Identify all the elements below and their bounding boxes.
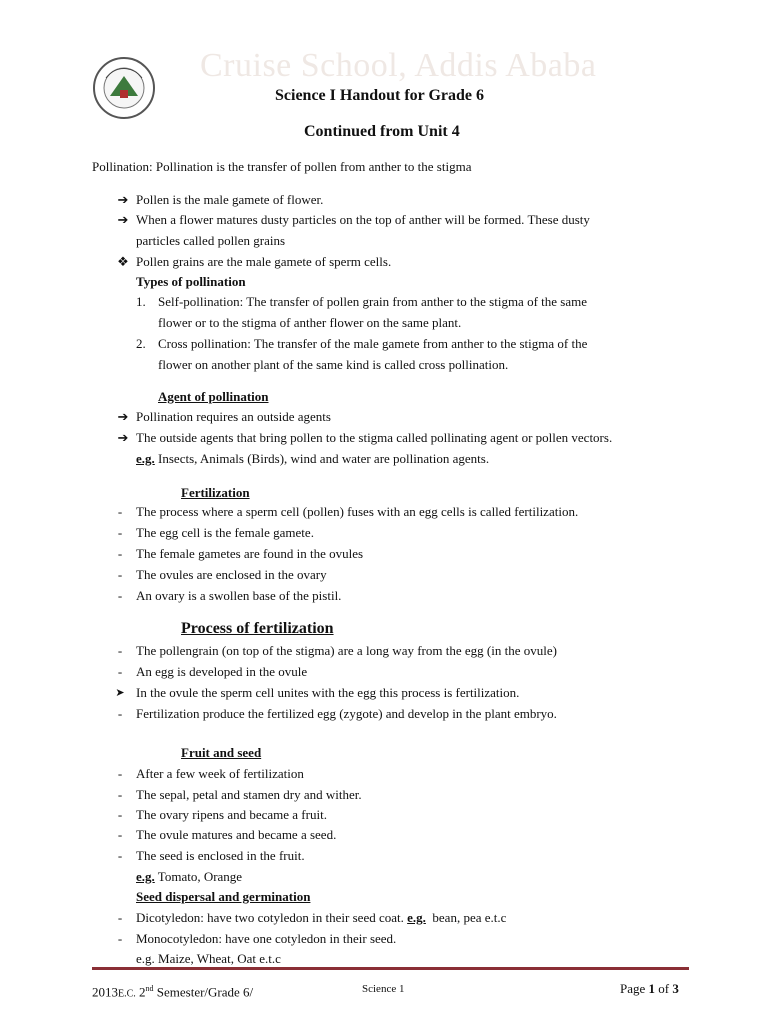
example-line [136, 449, 489, 469]
dash-bullet-icon: - [117, 910, 123, 925]
list-item: The ovules are enclosed in the ovary [136, 567, 327, 582]
dash-bullet-icon: - [117, 848, 123, 863]
fruit-heading: Fruit and seed [181, 745, 262, 760]
arrow-bullet-icon: ➔ [117, 430, 129, 445]
list-item: The pollengrain (on top of the stigma) are a long way from the egg (in the ovule) [136, 643, 557, 658]
footer-subject: Science 1 [362, 983, 405, 995]
dash-bullet-icon: - [117, 766, 123, 781]
example-text: Insects, Animals (Birds), wind and water are pollination agents. [154, 451, 490, 466]
list-item: When a flower matures dusty particles on the top of anther will be formed. These dusty [136, 212, 590, 227]
list-item: The ovule matures and became a seed. [136, 827, 337, 842]
school-name-watermark: Cruise School, Addis Ababa [200, 47, 597, 84]
list-item: The seed is enclosed in the fruit. [136, 848, 305, 863]
list-item: Self-pollination: The transfer of pollen grain from anther to the stigma of the same [158, 294, 587, 309]
footer-rule [92, 967, 689, 970]
list-item: Cross pollination: The transfer of the male gamete from anther to the stigma of the [158, 336, 588, 351]
example-label: e.g. [136, 451, 155, 466]
arrow-bullet-icon: ➔ [117, 212, 129, 227]
footer-ordinal: nd [145, 984, 154, 993]
example-label: e.g. [407, 910, 426, 925]
list-item [136, 908, 506, 928]
footer-era: E.C. [118, 988, 136, 1000]
footer-page-number [620, 980, 679, 998]
pollination-definition: Pollination: Pollination is the transfer of pollen from anther to the stigma [92, 159, 472, 174]
page-of: of [655, 981, 673, 996]
footer-semester-num: 2 [135, 984, 146, 1000]
fertilization-heading: Fertilization [181, 485, 250, 500]
footer-semester [92, 980, 253, 1003]
list-item: After a few week of fertilization [136, 766, 304, 781]
list-item-continued: flower or to the stigma of anther flower on the same plant. [158, 315, 462, 330]
dicot-text: Dicotyledon: have two cotyledon in their seed coat. [136, 910, 408, 925]
dash-bullet-icon: - [117, 827, 123, 842]
unit-subtitle: Continued from Unit 4 [304, 123, 460, 140]
agent-heading: Agent of pollination [158, 389, 269, 404]
list-number: 2. [136, 336, 146, 351]
example-text: bean, pea e.t.c [425, 910, 507, 925]
types-heading: Types of pollination [136, 274, 246, 289]
dash-bullet-icon: - [117, 567, 123, 582]
list-item-continued: flower on another plant of the same kind is called cross pollination. [158, 357, 509, 372]
chevron-bullet-icon: ➤ [115, 687, 125, 699]
list-item: The ovary ripens and became a fruit. [136, 807, 327, 822]
school-logo [92, 56, 156, 120]
footer-grade: Semester/Grade 6/ [153, 984, 254, 1000]
page-label: Page [620, 981, 649, 996]
example-line [136, 867, 242, 887]
handout-title: Science I Handout for Grade 6 [275, 87, 485, 104]
dash-bullet-icon: - [117, 807, 123, 822]
dash-bullet-icon: - [117, 664, 123, 679]
list-item: An egg is developed in the ovule [136, 664, 308, 679]
list-item: Monocotyledon: have one cotyledon in their seed. [136, 931, 397, 946]
list-item: In the ovule the sperm cell unites with the egg this process is fertilization. [136, 685, 520, 700]
dash-bullet-icon: - [117, 588, 123, 603]
list-item: The egg cell is the female gamete. [136, 525, 314, 540]
diamond-bullet-icon: ❖ [117, 254, 129, 269]
dash-bullet-icon: - [117, 931, 123, 946]
dash-bullet-icon: - [117, 787, 123, 802]
list-number: 1. [136, 294, 146, 309]
arrow-bullet-icon: ➔ [117, 192, 129, 207]
arrow-bullet-icon: ➔ [117, 409, 129, 424]
process-heading: Process of fertilization [181, 620, 334, 637]
page-current: 1 [648, 981, 656, 996]
list-item: Fertilization produce the fertilized egg (zygote) and develop in the plant embryo. [136, 706, 557, 721]
list-item: Pollen grains are the male gamete of sperm cells. [136, 254, 392, 269]
list-item: The outside agents that bring pollen to the stigma called pollinating agent or pollen vectors. [136, 430, 613, 445]
example-label: e.g. [136, 869, 155, 884]
example-line: e.g. Maize, Wheat, Oat e.t.c [136, 951, 281, 966]
seed-heading: Seed dispersal and germination [136, 889, 311, 904]
dash-bullet-icon: - [117, 546, 123, 561]
list-item: Pollination requires an outside agents [136, 409, 331, 424]
list-item-continued: particles called pollen grains [136, 233, 286, 248]
list-item: Pollen is the male gamete of flower. [136, 192, 324, 207]
dash-bullet-icon: - [117, 525, 123, 540]
footer-year: 2013 [92, 984, 118, 1000]
list-item: The female gametes are found in the ovules [136, 546, 364, 561]
dash-bullet-icon: - [117, 504, 123, 519]
list-item: The sepal, petal and stamen dry and wither. [136, 787, 362, 802]
dash-bullet-icon: - [117, 643, 123, 658]
list-item: The process where a sperm cell (pollen) fuses with an egg cells is called fertilization. [136, 504, 579, 519]
dash-bullet-icon: - [117, 706, 123, 721]
page-total: 3 [672, 981, 679, 996]
example-text: Tomato, Orange [154, 869, 243, 884]
list-item: An ovary is a swollen base of the pistil. [136, 588, 342, 603]
